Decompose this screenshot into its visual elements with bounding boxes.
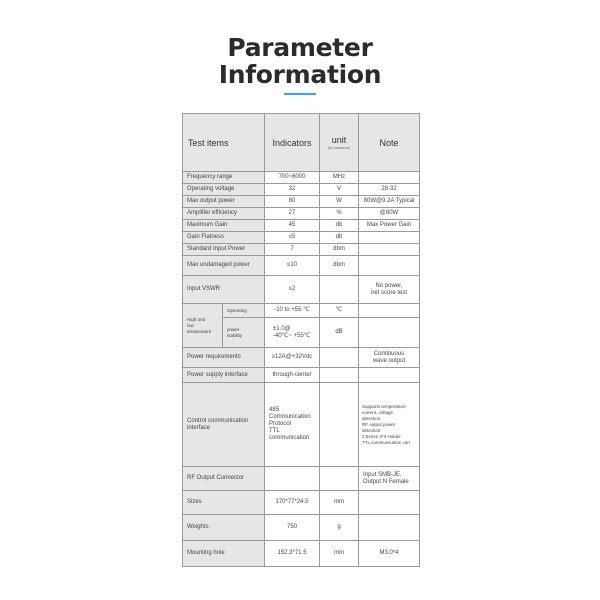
row-indicator <box>265 318 320 348</box>
table-row <box>183 244 420 256</box>
row-unit <box>320 467 359 491</box>
table-row <box>183 276 420 304</box>
table-row <box>183 541 420 567</box>
row-indicator <box>265 467 320 491</box>
row-unit: mm <box>320 541 359 567</box>
row-unit: ℃ <box>320 304 359 318</box>
row-sublabel: Operating <box>223 304 265 318</box>
row-unit: db <box>320 220 359 232</box>
row-label: Frequency range <box>183 172 265 184</box>
page-title <box>0 34 600 88</box>
row-unit: db <box>320 232 359 244</box>
table-row <box>183 220 420 232</box>
row-label: Operating voltage <box>183 184 265 196</box>
table-row <box>183 491 420 515</box>
row-unit: MHz <box>320 172 359 184</box>
row-note-line: detection, <box>362 415 382 421</box>
table-row <box>183 515 420 541</box>
row-note-line: TTL communication can <box>362 439 410 445</box>
title-line-2: Information <box>218 60 382 89</box>
row-note-line: current, voltage <box>362 409 394 415</box>
row-unit: g <box>320 515 359 541</box>
row-note <box>359 276 420 304</box>
row-label: Standard Input Power <box>183 244 265 256</box>
row-label: Amplifier efficiency <box>183 208 265 220</box>
table-row <box>183 368 420 383</box>
row-indicator-line: TTL <box>269 428 280 434</box>
row-unit: W <box>320 196 359 208</box>
row-indicator: 750 <box>265 515 320 541</box>
row-label <box>183 383 265 467</box>
row-indicator: 45 <box>265 220 320 232</box>
row-indicator: 152.3*71.5 <box>265 541 320 567</box>
row-note <box>359 467 420 491</box>
table-header-row <box>183 114 420 172</box>
row-sublabel <box>223 318 265 348</box>
row-note <box>359 256 420 276</box>
row-indicator-line: communication <box>269 435 310 441</box>
row-note-line: Output N Female <box>363 478 409 485</box>
row-label: Weights <box>183 515 265 541</box>
row-unit <box>320 276 359 304</box>
row-note <box>359 368 420 383</box>
row-label: Input VSWR <box>183 276 265 304</box>
row-indicator: ≤10 <box>265 256 320 276</box>
row-note: @80W <box>359 208 420 220</box>
row-indicator: -10 to +55 ℃ <box>265 304 320 318</box>
title-line-1: Parameter <box>227 33 373 62</box>
row-indicator-line: 485 <box>269 407 280 413</box>
row-note-line: wave output <box>372 357 406 364</box>
row-unit: % <box>320 208 359 220</box>
row-unit: dbm <box>320 256 359 276</box>
row-sublabel-line: power <box>227 326 240 332</box>
row-label: Maximum Gain <box>183 220 265 232</box>
title-accent-bar <box>284 93 316 95</box>
row-label: Gain Flatness <box>183 232 265 244</box>
row-note: Max Power Gain <box>359 220 420 232</box>
row-note-line: net score test <box>371 289 408 296</box>
row-note <box>359 244 420 256</box>
row-note <box>359 232 420 244</box>
row-note <box>359 304 420 318</box>
row-note-line: Input SMB-JE, <box>363 471 402 478</box>
row-indicator: ≥12A@+32Vdc <box>265 348 320 368</box>
row-indicator-line: ±1.0@ <box>273 325 291 332</box>
row-note-line: 2.54mm 2*3 Holder <box>362 433 401 439</box>
table-row <box>183 304 420 318</box>
row-label-line: Control communication <box>187 417 249 424</box>
row-note <box>359 491 420 515</box>
row-note-line: Continuous <box>373 350 405 357</box>
row-label: Max undamaged power <box>183 256 265 276</box>
row-note <box>359 515 420 541</box>
row-note: 80W@9.2A Typical <box>359 196 420 208</box>
row-unit: mm <box>320 491 359 515</box>
table-row <box>183 184 420 196</box>
row-indicator: 170*77*24.5 <box>265 491 320 515</box>
row-note-line: Supports temperature, <box>362 403 407 409</box>
row-label-line: interface <box>187 424 211 431</box>
row-label: Sizes <box>183 491 265 515</box>
row-note-line: detection <box>362 427 381 433</box>
row-indicator <box>265 383 320 467</box>
row-note <box>359 318 420 348</box>
row-indicator: 80 <box>265 196 320 208</box>
table-row <box>183 172 420 184</box>
row-note: 28-32 <box>359 184 420 196</box>
row-unit <box>320 348 359 368</box>
row-note-line: No power, <box>375 282 403 289</box>
row-indicator: ≤5 <box>265 232 320 244</box>
header-indicators: Indicators <box>265 114 320 172</box>
row-label: Max output power <box>183 196 265 208</box>
row-indicator-line: Communication <box>269 414 311 420</box>
row-label-line: High and <box>187 316 206 322</box>
table-row <box>183 232 420 244</box>
table-row <box>183 383 420 467</box>
header-unit-label: unit <box>331 135 347 145</box>
header-test-items: Test items <box>183 114 265 172</box>
header-unit <box>320 114 359 172</box>
row-unit: V <box>320 184 359 196</box>
row-unit <box>320 368 359 383</box>
row-indicator: 7 <box>265 244 320 256</box>
row-indicator-line: Protocol <box>269 421 292 427</box>
parameter-table <box>182 113 420 567</box>
table-row <box>183 208 420 220</box>
table-row <box>183 348 420 368</box>
row-unit <box>320 383 359 467</box>
row-indicator: through-center <box>265 368 320 383</box>
header-note: Note <box>359 114 420 172</box>
row-note <box>359 172 420 184</box>
row-unit: dB <box>320 318 359 348</box>
row-indicator: 27 <box>265 208 320 220</box>
row-unit: dbm <box>320 244 359 256</box>
row-note-line: RF output power <box>362 421 396 427</box>
row-label-line: low <box>187 322 194 328</box>
row-indicator: ≤2 <box>265 276 320 304</box>
row-label-line: temperature <box>187 328 212 334</box>
row-sublabel-line: stability <box>227 332 243 338</box>
table-row <box>183 256 420 276</box>
row-label: Power requirements <box>183 348 265 368</box>
row-note: M3.0*4 <box>359 541 420 567</box>
header-unit-sub: (of measure) <box>327 145 351 150</box>
row-indicator: 32 <box>265 184 320 196</box>
row-note <box>359 383 420 467</box>
row-label: Mounting hole <box>183 541 265 567</box>
row-label <box>183 304 223 348</box>
row-indicator: 700~6000 <box>265 172 320 184</box>
row-label: RF Output Connector <box>183 467 265 491</box>
row-indicator-line: -40℃~ +55℃ <box>273 332 311 339</box>
row-label: Power supply interface <box>183 368 265 383</box>
table-row <box>183 467 420 491</box>
table-row <box>183 196 420 208</box>
row-note <box>359 348 420 368</box>
